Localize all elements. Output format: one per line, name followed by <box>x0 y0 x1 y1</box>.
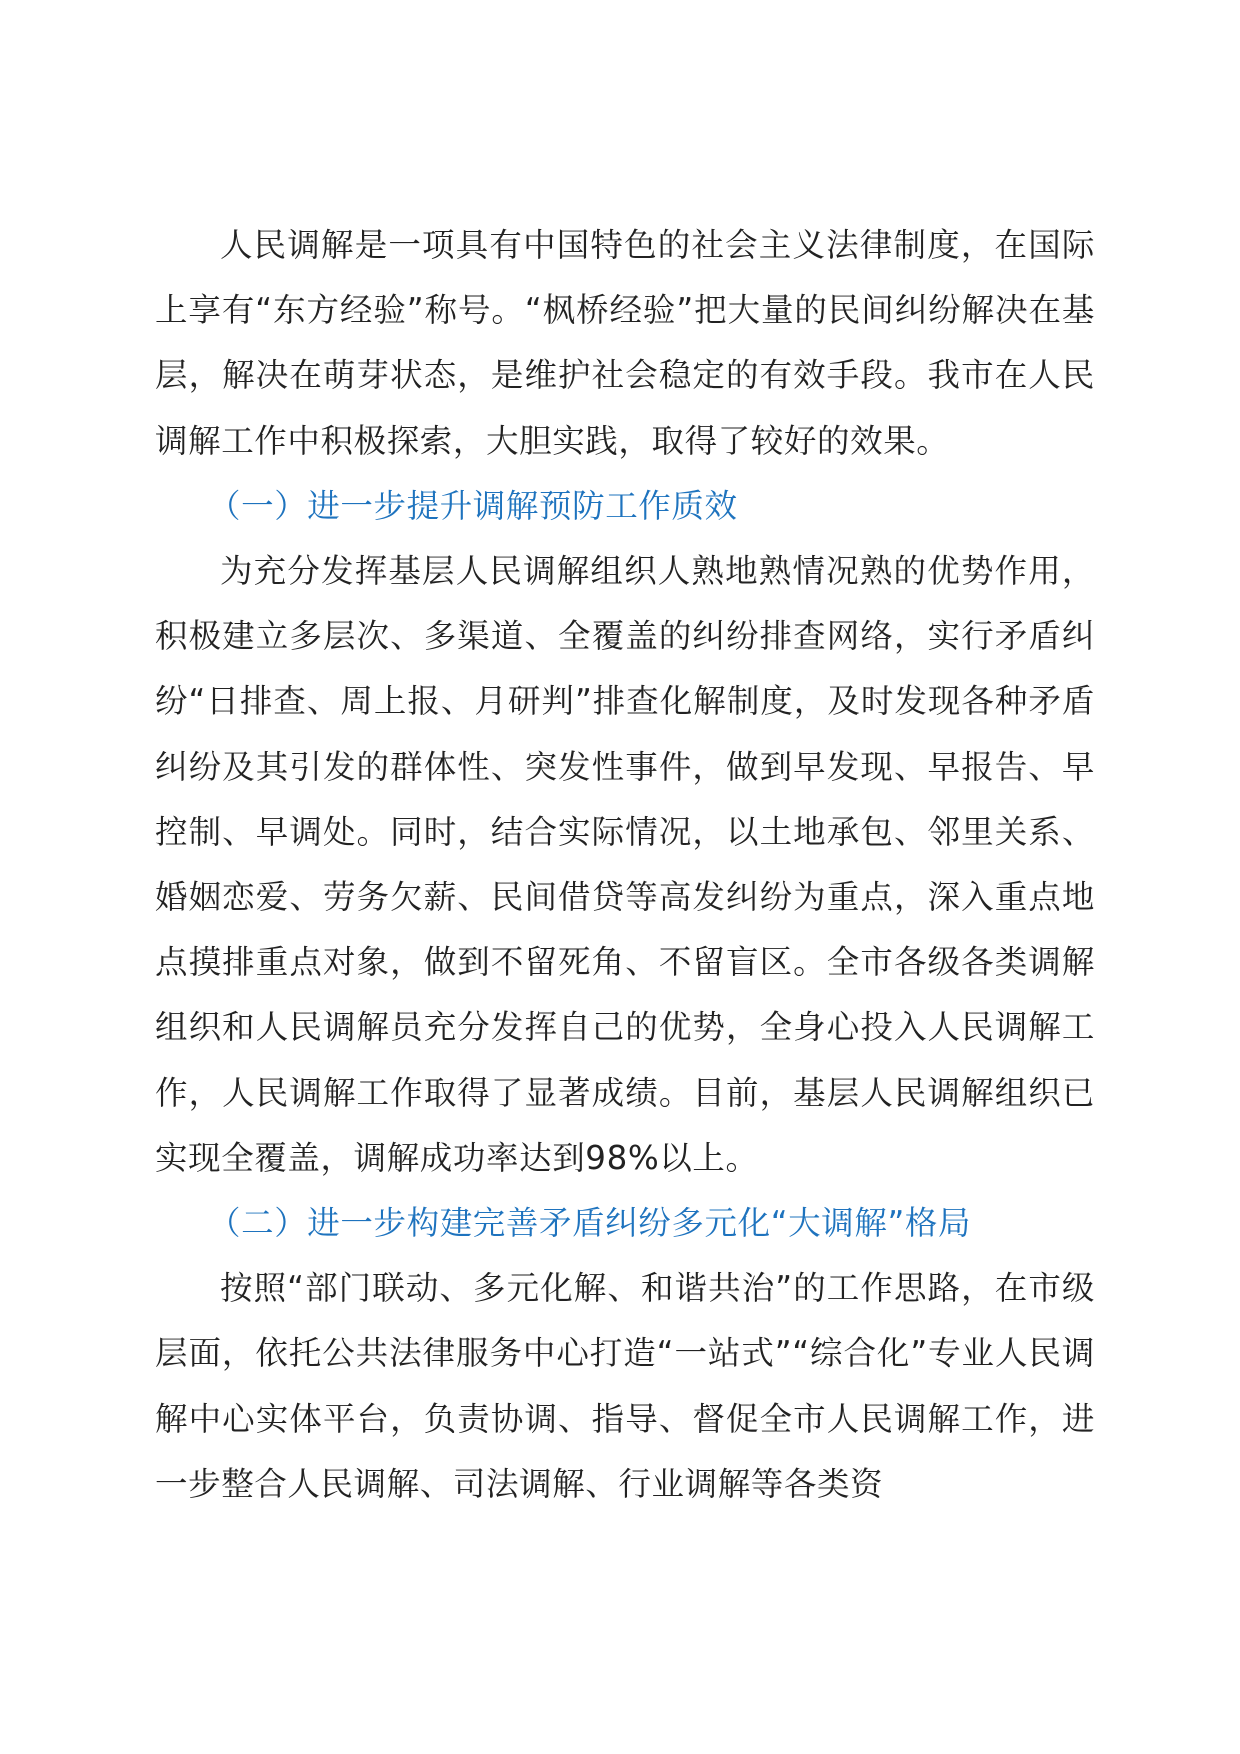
section-heading-2: （二）进一步构建完善矛盾纠纷多元化“大调解”格局 <box>208 1204 972 1243</box>
section-heading-1: （一）进一步提升调解预防工作质效 <box>208 486 738 525</box>
section-1-paragraph: 为充分发挥基层人民调解组织人熟地熟情况熟的优势作用，积极建立多层次、多渠道、全覆盖的纠纷排查网络，实行矛盾纠纷“日排查、周上报、月研判”排查化解制度，及时发现各种矛盾纠纷及其引发的群体性、突发性事件，做到早发现、早报告、早控制、早调处。同时，结合实际情况，以土地承包、邻里关系、婚姻恋爱、劳务欠薪、民间借贷等高发纠纷为重点，深入重点地点摸排重点对象，做到不留死角、不留盲区。全市各级各类调解组织和人民调解员充分发挥自己的优势，全身心投入人民调解工作，人民调解工作取得了显著成绩。目前，基层人民调解组织已实现全覆盖，调解成功率达到98%以上。 <box>155 552 1095 1177</box>
intro-paragraph: 人民调解是一项具有中国特色的社会主义法律制度，在国际上享有“东方经验”称号。“枫桥经验”把大量的民间纠纷解决在基层，解决在萌芽状态，是维护社会稳定的有效手段。我市在人民调解工作中积极探索，大胆实践，取得了较好的效果。 <box>155 226 1095 460</box>
section-2-paragraph: 按照“部门联动、多元化解、和谐共治”的工作思路，在市级层面，依托公共法律服务中心打造“一站式”“综合化”专业人民调解中心实体平台，负责协调、指导、督促全市人民调解工作，进一步整合人民调解、司法调解、行业调解等各类资 <box>155 1269 1095 1503</box>
document-body <box>155 213 1095 1517</box>
